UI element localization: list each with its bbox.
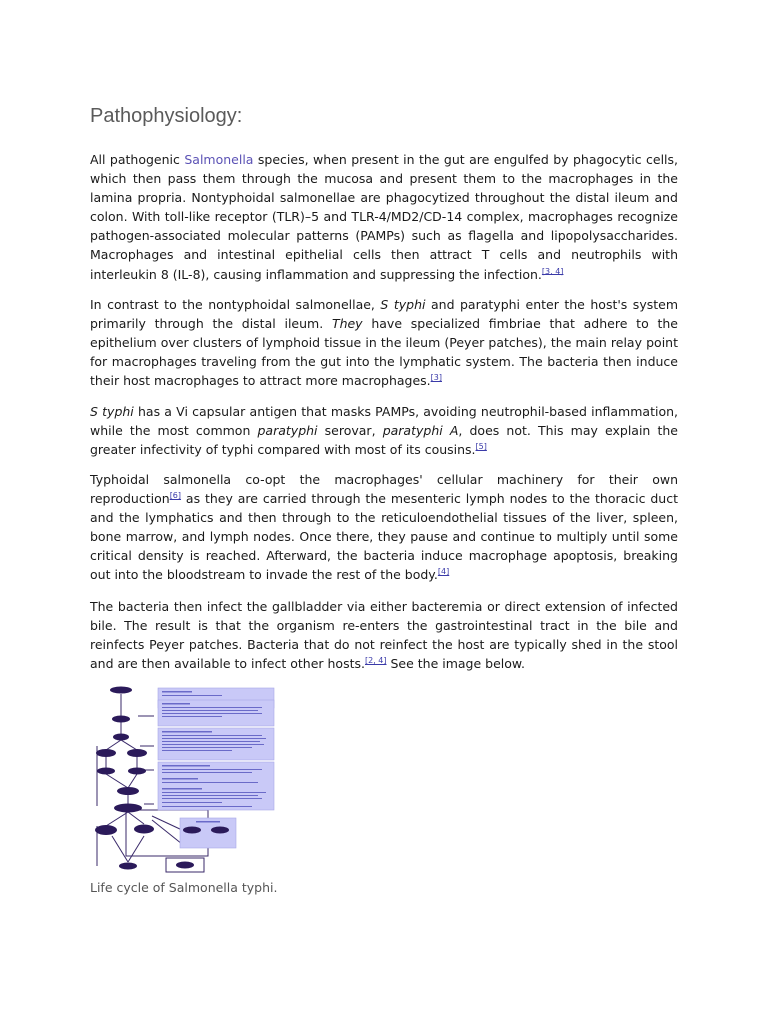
italic-term: S typhi xyxy=(380,297,426,312)
text-run: and paratyphi enter the host's system primarily through the distal ileum. xyxy=(90,297,678,332)
text-run: All pathogenic xyxy=(90,152,185,167)
paragraph-4 xyxy=(90,470,678,585)
italic-term: They xyxy=(331,316,363,332)
text-run: has a Vi capsular antigen that masks PAMPs, avoiding neutrophil-based inflammation, while the most common xyxy=(90,404,678,439)
citation-link[interactable]: [3, 4] xyxy=(541,266,564,276)
citation-link[interactable]: [3] xyxy=(430,373,442,383)
italic-term: S typhi xyxy=(90,404,134,419)
salmonella-term: Salmonella xyxy=(184,152,254,167)
text-run: Typhoidal salmonella co-opt the macrophages' cellular machinery for their own reproduction xyxy=(90,472,678,507)
figure-caption: Life cycle of Salmonella typhi. xyxy=(90,880,278,895)
page-title: Pathophysiology: xyxy=(90,105,243,128)
paragraph-2 xyxy=(90,295,678,390)
description-panels xyxy=(158,688,274,848)
citation-link[interactable]: [5] xyxy=(475,442,487,452)
text-run: species, when present in the gut are engulfed by phagocytic cells, which then pass them through the mucosa and present them to the macrophages in the lamina propria. Nontyphoidal salmonellae are phagocytized throughout the distal ileum and colon. With toll-like receptor (TLR)–5 and TLR-4/MD2/CD-14 complex, macrophages recognize pathogen-associated molecular patterns (PAMPs) such as flagella and lipopolysaccharides. Macrophages and intestinal epithelial cells then attract T cells and neutrophils with interleukin 8 (IL-8), causing inflammation and suppressing the infection. xyxy=(90,152,679,282)
text-run: , does not. This may explain the greater infectivity of typhi compared with most of its cousins. xyxy=(90,423,678,458)
citation-link[interactable]: [6] xyxy=(169,490,182,500)
text-run: have specialized fimbriae that adhere to the epithelium over clusters of lymphoid tissue in the ileum (Peyer patches), the main relay point for macrophages traveling from the gut into the lymphatic system. The bacteria then induce their host macrophages to attract more macrophages. xyxy=(90,316,678,389)
text-run: serovar, xyxy=(317,423,383,439)
text-run: See the image below. xyxy=(386,656,525,672)
lifecycle-figure[interactable] xyxy=(92,686,276,874)
italic-term: paratyphi A xyxy=(382,423,459,439)
text-run: as they are carried through the mesenteric lymph nodes to the thoracic duct and the lymphatics and then through to the reticuloendothelial tissues of the liver, spleen, bone marrow, and lymph nodes. Once there, they pause and continue to multiply until some critical density is reached. Afterward, the bacteria induce macrophage apoptosis, breaking out into the bloodstream to invade the rest of the body. xyxy=(90,491,678,583)
paragraph-5 xyxy=(90,597,678,673)
paragraph-3 xyxy=(90,402,678,459)
text-run: The bacteria then infect the gallbladder via either bacteremia or direct extension of infected bile. The result is that the organism re-enters the gastrointestinal tract in the bile and reinfects Peyer patches. Bacteria that do not reinfect the host are typically shed in the stool and are then available to infect other hosts. xyxy=(90,599,678,672)
italic-term: paratyphi xyxy=(257,423,318,439)
citation-link[interactable]: [4] xyxy=(437,567,450,577)
text-run: In contrast to the nontyphoidal salmonellae, xyxy=(90,297,381,312)
citation-link[interactable]: [2, 4] xyxy=(364,656,387,666)
lifecycle-diagram xyxy=(92,686,276,874)
paragraph-1 xyxy=(90,150,678,284)
